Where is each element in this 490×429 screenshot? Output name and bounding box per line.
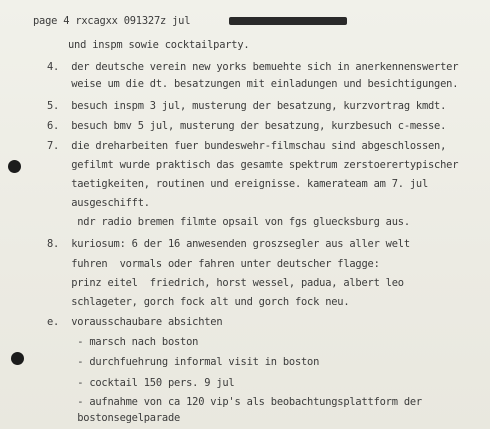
text-line: taetigkeiten, routinen und ereignisse. kamerateam am 7. jul xyxy=(47,178,429,190)
text-line: bostonsegelparade xyxy=(47,412,181,424)
text-line: weise um die dt. besatzungen mit einladungen und besichtigungen. xyxy=(47,78,459,90)
redaction-bar xyxy=(229,17,347,25)
text-line: und inspm sowie cocktailparty. xyxy=(68,39,250,51)
text-line: e. vorausschaubare absichten xyxy=(47,316,223,328)
text-line: - durchfuehrung informal visit in boston xyxy=(47,356,320,368)
text-line: - marsch nach boston xyxy=(47,336,199,348)
punch-hole-bottom xyxy=(11,352,24,365)
text-line: 8. kuriosum: 6 der 16 anwesenden groszsegler aus aller welt xyxy=(47,238,410,250)
text-line: 7. die dreharbeiten fuer bundeswehr-filmschau sind abgeschlossen, xyxy=(47,140,447,152)
text-line: 5. besuch inspm 3 jul, musterung der besatzung, kurzvortrag kmdt. xyxy=(47,100,447,112)
text-line: gefilmt wurde praktisch das gesamte spektrum zerstoerertypischer xyxy=(47,159,459,171)
text-line: - aufnahme von ca 120 vip's als beobachtungsplattform der xyxy=(47,396,422,408)
text-line: ndr radio bremen filmte opsail von fgs gluecksburg aus. xyxy=(47,216,410,228)
text-line: prinz eitel friedrich, horst wessel, padua, albert leo xyxy=(47,277,404,289)
punch-hole-top xyxy=(8,160,21,173)
text-line: schlageter, gorch fock alt und gorch fock neu. xyxy=(47,296,350,308)
text-line: 6. besuch bmv 5 jul, musterung der besatzung, kurzbesuch c-messe. xyxy=(47,120,447,132)
text-line: 4. der deutsche verein new yorks bemuehte sich in anerkennenswerter xyxy=(47,61,459,73)
text-line: ausgeschifft. xyxy=(47,197,150,209)
text-line: - cocktail 150 pers. 9 jul xyxy=(47,377,235,389)
text-line: fuhren vormals oder fahren unter deutscher flagge: xyxy=(47,258,380,270)
header-line: page 4 rxcagxx 091327z jul xyxy=(33,15,191,27)
